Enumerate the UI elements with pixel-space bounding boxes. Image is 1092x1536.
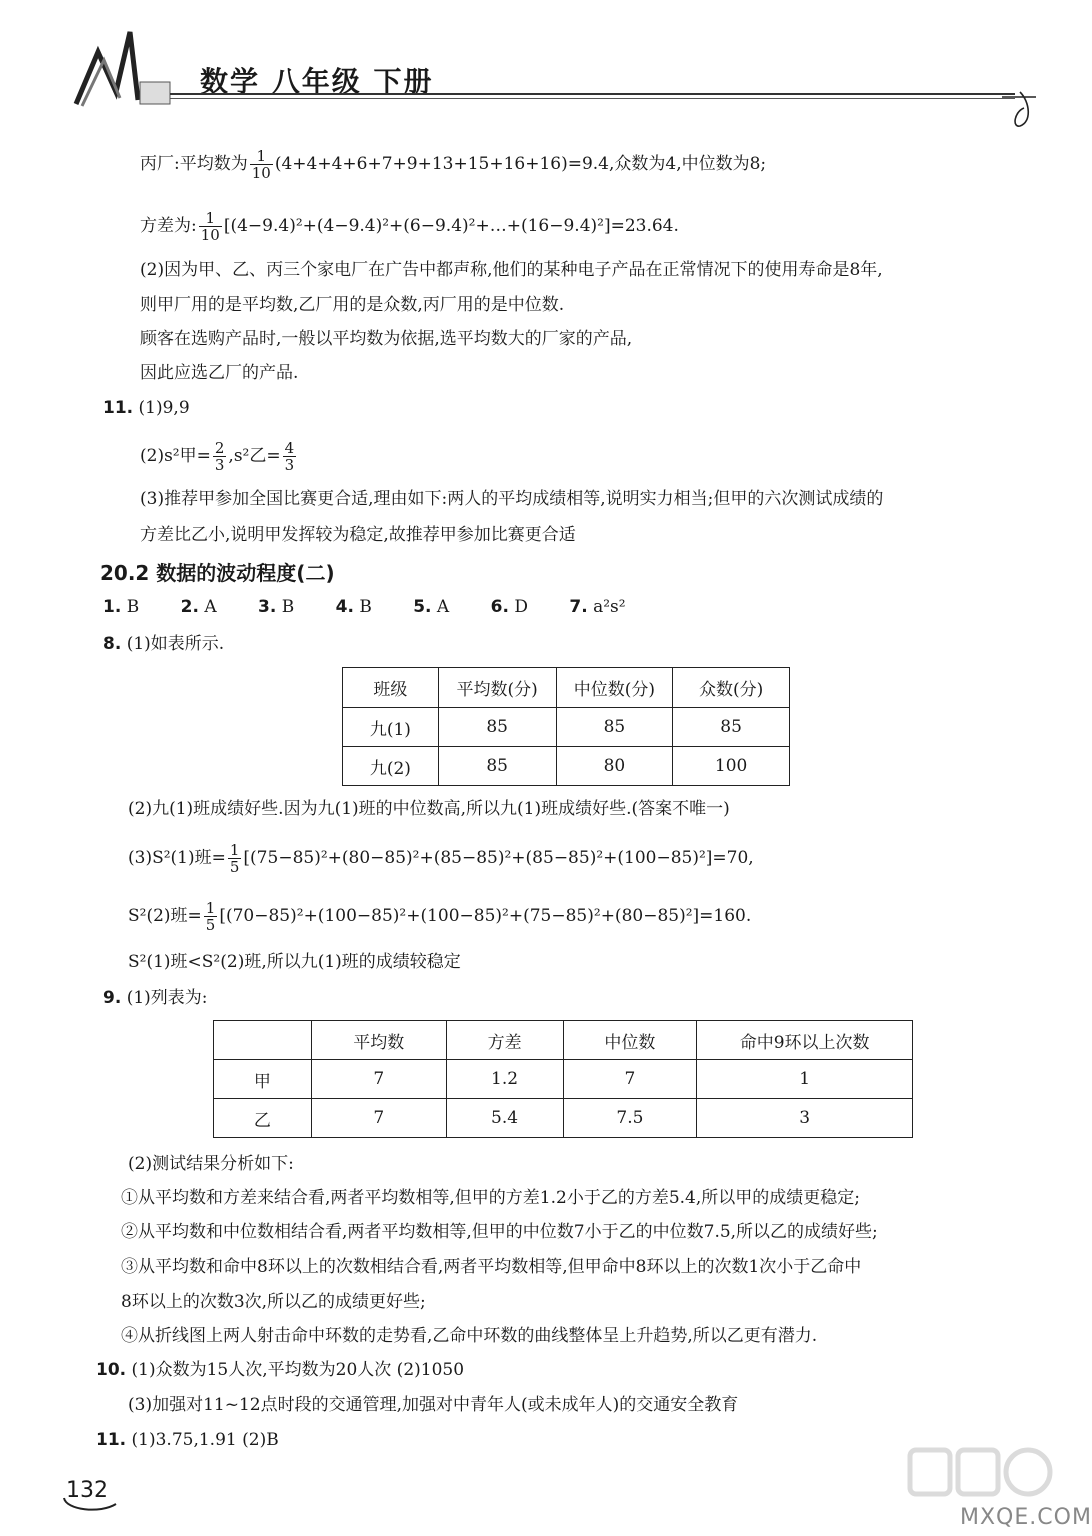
table-header-cell: 中位数 [563, 1021, 697, 1060]
q11a-line1: 11. (1)9,9 [103, 398, 190, 418]
table-cell: 5.4 [446, 1099, 563, 1138]
fraction: $\frac{4}{3}$ [284, 439, 295, 474]
table-row [214, 1099, 913, 1138]
header-rule [170, 93, 1015, 99]
q10-c-line2: 方差为: $\frac{1}{10}$ [(4−9.4)²+(4−9.4)²+(6−9.4)²+…+(16−9.4)²]=23.64. [140, 209, 679, 244]
q10-c-line1: 丙厂:平均数为 $\frac{1}{10}$ (4+4+4+6+7+9+13+15+16+16)=9.4,众数为4,中位数为8; [140, 147, 767, 182]
page-header-title: 数学 八年级 下册 [200, 65, 434, 98]
table-header-cell: 班级 [343, 668, 439, 708]
choice-item: 5. A [413, 597, 450, 617]
table-header-row [343, 668, 790, 708]
table-header-row [214, 1021, 913, 1060]
q10-p2-a: (2)因为甲、乙、丙三个家电厂在广告中都声称,他们的某种电子产品在正常情况下的使用寿命是8年, [140, 260, 883, 280]
table-header-cell: 众数(分) [673, 668, 790, 708]
table-cell: 85 [673, 708, 790, 747]
table-header-cell: 平均数 [311, 1021, 446, 1060]
fraction: $\frac{1}{5}$ [205, 899, 216, 934]
table-header-cell [214, 1021, 312, 1060]
choice-item: 6. D [490, 597, 528, 617]
q10-p2-d: 因此应选乙厂的产品. [140, 363, 299, 383]
q8-p5: S²(1)班<S²(2)班,所以九(1)班的成绩较稳定 [128, 952, 461, 972]
table-cell: 3 [697, 1099, 913, 1138]
choice-item: 1. B [103, 597, 140, 617]
watermark-text: MXQE.COM [960, 1505, 1092, 1530]
choice-item: 7. a²s² [569, 597, 626, 617]
q9-a3a: ③从平均数和命中8环以上的次数相结合看,两者平均数相等,但甲命中8环以上的次数1次小于乙命中 [121, 1257, 862, 1277]
table-cell: 85 [438, 747, 556, 786]
page-number: 132 [66, 1478, 108, 1503]
q9-a1: ①从平均数和方差来结合看,两者平均数相等,但甲的方差1.2小于乙的方差5.4,所以甲的成绩更稳定; [121, 1188, 861, 1208]
fraction: $\frac{1}{5}$ [229, 841, 240, 876]
q9-a4: ④从折线图上两人射击命中环数的走势看,乙命中环数的曲线整体呈上升趋势,所以乙更有潜力. [121, 1326, 818, 1346]
q9-table [213, 1020, 913, 1138]
q10-p2-b: 则甲厂用的是平均数,乙厂用的是众数,丙厂用的是中位数. [140, 295, 565, 315]
table-row [343, 708, 790, 747]
table-cell: 7 [311, 1099, 446, 1138]
table-cell: 甲 [214, 1060, 312, 1099]
q10-line1: 10. (1)众数为15人次,平均数为20人次 (2)1050 [96, 1360, 465, 1380]
q11a-p3-a: (3)推荐甲参加全国比赛更合适,理由如下:两人的平均成绩相等,说明实力相当;但甲的六次测试成绩的 [140, 489, 884, 509]
choice-item: 2. A [180, 597, 217, 617]
table-cell: 7 [563, 1060, 697, 1099]
table-cell: 7 [311, 1060, 446, 1099]
q11b-line1: 11. (1)3.75,1.91 (2)B [96, 1430, 279, 1450]
fraction: $\frac{2}{3}$ [214, 439, 225, 474]
table-cell: 85 [438, 708, 556, 747]
table-cell: 1.2 [446, 1060, 563, 1099]
table-cell: 100 [673, 747, 790, 786]
table-row [343, 747, 790, 786]
q11a-p3-b: 方差比乙小,说明甲发挥较为稳定,故推荐甲参加比赛更合适 [140, 525, 576, 545]
q9-a3b: 8环以上的次数3次,所以乙的成绩更好些; [121, 1292, 426, 1312]
q8-p4: S²(2)班= $\frac{1}{5}$ [(70−85)²+(100−85)²+(100−85)²+(75−85)²+(80−85)²]=160. [128, 899, 752, 934]
q11a-line2: (2)s²甲= $\frac{2}{3}$ ,s²乙= $\frac{4}{3}$ [140, 439, 295, 474]
table-cell: 乙 [214, 1099, 312, 1138]
q8-p2: (2)九(1)班成绩好些.因为九(1)班的中位数高,所以九(1)班成绩好些.(答案不唯一) [128, 799, 730, 819]
fraction: $\frac{1}{10}$ [251, 147, 271, 182]
fraction: $\frac{1}{10}$ [200, 209, 220, 244]
book-logo-icon [68, 22, 178, 112]
section-title: 20.2 数据的波动程度(二) [100, 561, 335, 585]
table-cell: 1 [697, 1060, 913, 1099]
table-cell: 九(1) [343, 708, 439, 747]
table-cell: 85 [556, 708, 673, 747]
q9-line1: 9. (1)列表为: [103, 988, 208, 1008]
q9-a2: ②从平均数和中位数相结合看,两者平均数相等,但甲的中位数7小于乙的中位数7.5,所以乙的成绩好些; [121, 1222, 878, 1242]
table-cell: 80 [556, 747, 673, 786]
table-header-cell: 方差 [446, 1021, 563, 1060]
table-row [214, 1060, 913, 1099]
choice-item: 4. B [335, 597, 372, 617]
q10-p2: (3)加强对11~12点时段的交通管理,加强对中青年人(或未成年人)的交通安全教育 [128, 1395, 739, 1415]
table-cell: 九(2) [343, 747, 439, 786]
choice-answers [103, 595, 626, 619]
table-cell: 7.5 [563, 1099, 697, 1138]
q10-p2-c: 顾客在选购产品时,一般以平均数为依据,选平均数大的厂家的产品, [140, 329, 633, 349]
table-header-cell: 命中9环以上次数 [697, 1021, 913, 1060]
table-header-cell: 中位数(分) [556, 668, 673, 708]
decorative-curl-icon [1000, 82, 1040, 132]
choice-item: 3. B [258, 597, 295, 617]
table-header-cell: 平均数(分) [438, 668, 556, 708]
q8-p3: (3)S²(1)班= $\frac{1}{5}$ [(75−85)²+(80−85)²+(85−85)²+(85−85)²+(100−85)²]=70, [128, 841, 754, 876]
q9-p2: (2)测试结果分析如下: [128, 1154, 294, 1174]
q8-table [342, 667, 790, 786]
q8-line1: 8. (1)如表所示. [103, 634, 225, 654]
